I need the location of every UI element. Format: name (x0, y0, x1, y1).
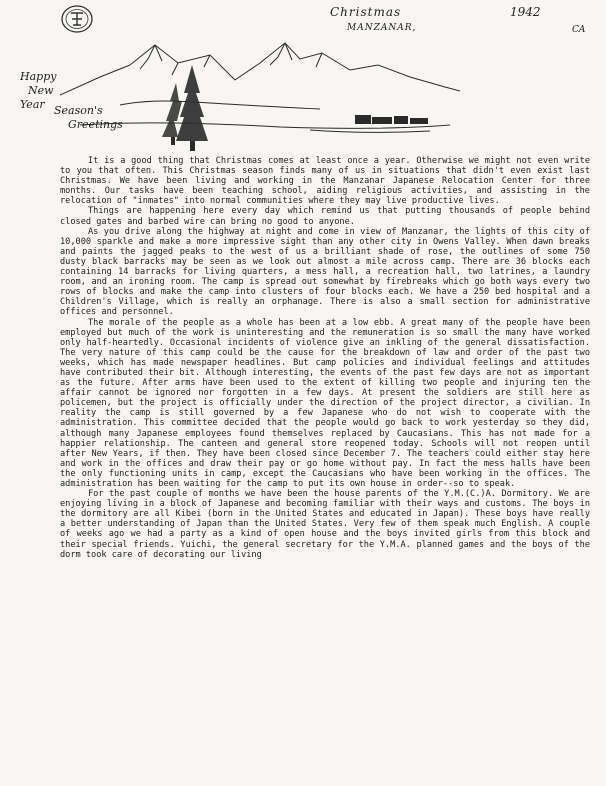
header-camp: MANZANAR, (347, 23, 417, 33)
letter-paragraph-3: As you drive along the highway at night and come in view of Manzanar, the lights of this city of 10,000 sparkle and make a more impressive sight than any other city in Owens Valley. When dawn breaks and paints the jagged peaks to the west of us a brilliant shade of rose, the outlines of some 750 dusty black barracks may be seen as we look out almost a mile across camp. There are 36 blocks each containing 14 barracks for living quarters, a mess hall, a recreation hall, two latrines, a laundry room, and an ironing room. The camp is spread out somewhat by firebreaks which go both ways every two rows of blocks and make the camp into clusters of four blocks each. We have a 250 bed hospital and a Children's Village, which is really an orphanage. There is also a small section for administrative offices and personnel. (60, 226, 596, 318)
letter-paragraph-4: The morale of the people as a whole has been at a low ebb. A great many of the people have been employed but much of the work is uninteresting and the remuneration is so small the many have worked only half-heartedly. Occasional incidents of violence give an inkling of the general dissatisfaction. The very nature of this camp could be the cause for the breakdown of law and order of the past two weeks, which has made newspaper headlines. But camp policies and individual feelings and attitudes have contributed their bit. Although interesting, the events of the past few days are not as important as the future. After arms have been used to the extent of killing two people and injuring ten the affair cannot be ignored nor forgotten in a few days. At present the soldiers are still here as policemen, but the project is officially under the direction of the project director, a civilian. In reality the camp is still governed by a few Japanese who do not wish to cooperate with the administration. This committee decided that the people would go back to work yesterday so they did, although many Japanese employees found themselves replaced by Caucasians. This has not made for a happier relationship. The canteen and general store reopened today. Schools will not reopen until after New Years, if then. They have been closed since December 7. The teachers could either stay here and work in the offices and draw their pay or go home without pay. In fact the mess halls have been the only functioning units in camp, except the Caucasians who have been working in the offices. The administration has been waiting for the camp to put its own house in order--so to speak. (60, 317, 596, 489)
header-year: 1942 (510, 5, 541, 19)
letter-paragraph-5: For the past couple of months we have been the house parents of the Y.M.(C.)A. Dormitory. We are enjoying living in a block of Japanese and becoming familiar with their ways and customs. The boys in the dormitory are all Kibei (born in the United States and educated in Japan). These boys have really a better understanding of Japan than the United States. Very few of them speak much English. A couple of weeks ago we had a party as a kind of open house and the boys invited girls from this block and their special friends. Yuichi, the general secretary for the Y.M.A. planned games and the boys of the dorm took care of decorating our living (60, 489, 596, 560)
letter-paragraph-1: It is a good thing that Christmas comes at least once a year. Otherwise we might not even write to you that often. This Christmas season finds many of us in situations that didn't even exist last Christmas. We have been living and working in the Manzanar Japanese Relocation Center for three months. Our tasks have been teaching school, aiding religious activities, and assisting in the relocation of "inmates" into normal communities where they may live productive lives. (60, 156, 596, 207)
greeting-greetings: Greetings (68, 118, 123, 131)
header-christmas: Christmas (330, 5, 402, 19)
greeting-year: Year (20, 98, 45, 111)
letter-body (60, 156, 596, 560)
greeting-seasons: Season's (54, 104, 103, 117)
greeting-happy: Happy (20, 70, 57, 83)
header-state: CA (572, 25, 586, 35)
mountain-landscape-drawing (60, 25, 460, 153)
letter-paragraph-2: Things are happening here every day which remind us that putting thousands of people behind closed gates and barbed wire can bring no good to anyone. (60, 206, 596, 227)
greeting-new: New (28, 84, 54, 97)
seasons-greetings (48, 104, 123, 132)
